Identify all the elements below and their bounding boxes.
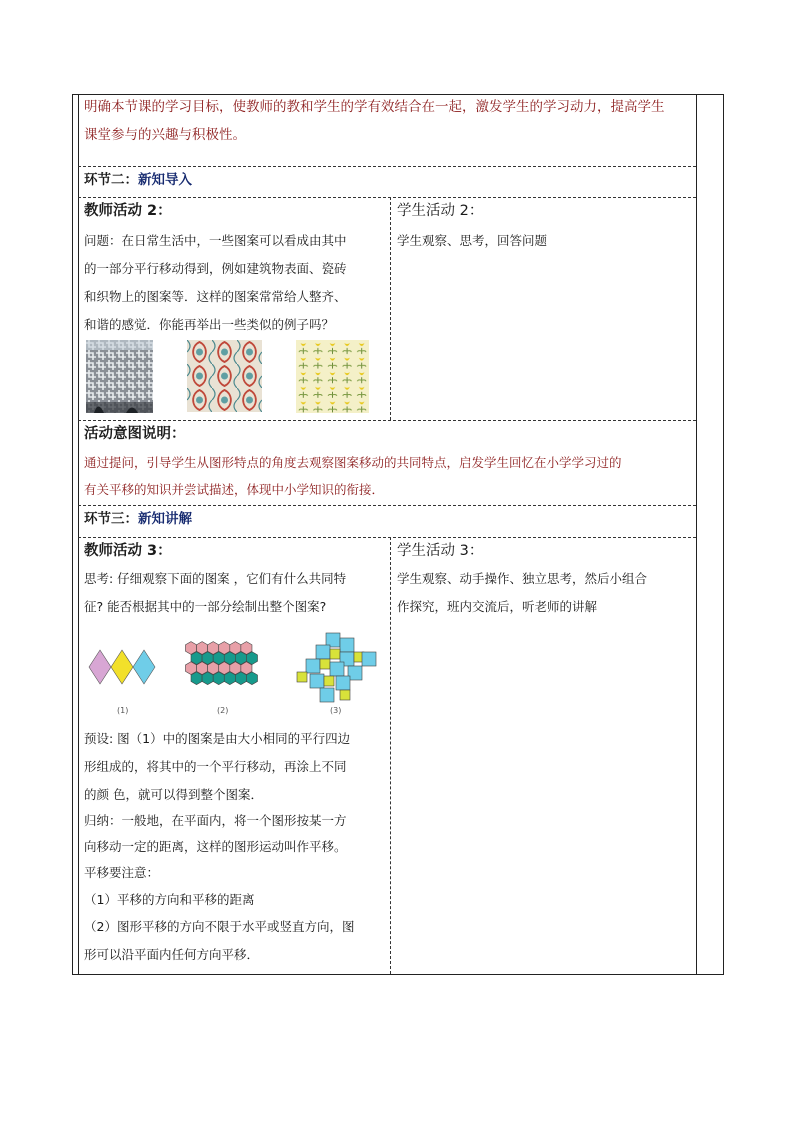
tulip-fabric-photo [296, 340, 369, 413]
square-pattern-figure [296, 632, 378, 704]
teacher-activity-3-body: 归纳：一般地，在平面内，将一个图形按某一方 [84, 813, 347, 828]
figure-caption-2: (2) [217, 706, 229, 715]
section-2-header [84, 167, 192, 194]
woven-tile-photo [86, 340, 153, 413]
inner-left-border [78, 94, 79, 974]
hexagon-tile [202, 672, 213, 685]
student-activity-3-line: 学生观察、动手操作、独立思考，然后小组合 [397, 571, 648, 586]
teacher-activity-3-line: 思考: 仔细观察下面的图案 ，它们有什么共同特 [84, 571, 347, 586]
teacher-activity-2-line: 和织物上的图案等．这样的图案常常给人整齐、 [84, 289, 347, 304]
teacher-activity-2-line: 的一部分平行移动得到，例如建筑物表面、瓷砖 [84, 261, 347, 276]
hexagon-tile [235, 672, 246, 685]
student-activity-3-heading: 学生活动 3： [397, 543, 484, 559]
outer-right-border [723, 94, 724, 974]
teacher-activity-2-heading: 教师活动 2： [84, 203, 172, 219]
column-divider [390, 197, 391, 420]
figure-caption-1: (1) [117, 706, 129, 715]
inner-right-border [696, 94, 697, 974]
teacher-activity-3-body: 平移要注意： [84, 865, 160, 880]
ornamental-tile-photo [187, 340, 262, 412]
teacher-activity-3-body: 形可以沿平面内任何方向平移． [84, 947, 260, 962]
intent-heading: 活动意图说明： [84, 426, 186, 442]
rhombus-pattern-figure [88, 648, 158, 686]
teacher-activity-3-body: 向移动一定的距离，这样的图形运动叫作平移。 [84, 839, 347, 854]
teacher-activity-2-line: 问题：在日常生活中，一些图案可以看成由其中 [84, 233, 347, 248]
outer-left-border [72, 94, 73, 974]
teacher-activity-3-body: （1）平移的方向和平移的距离 [84, 892, 255, 907]
hexagon-tile [224, 672, 235, 685]
column-divider [390, 537, 391, 974]
section-3-title: 新知讲解 [138, 511, 192, 527]
student-activity-3-line: 作探究，班内交流后，听老师的讲解 [397, 599, 598, 614]
intent-line: 通过提问，引导学生从图形特点的角度去观察图案移动的共同特点，启发学生回忆在小学学习过的 [84, 455, 622, 470]
section-2-title: 新知导入 [138, 172, 192, 188]
section-2-prefix: 环节二： [84, 172, 138, 188]
section-3-header [84, 506, 192, 533]
teacher-activity-3-body: 预设: 图（1）中的图案是由大小相同的平行四边 [84, 731, 351, 746]
teacher-activity-3-heading: 教师活动 3： [84, 543, 172, 559]
teacher-activity-2-line: 和谐的感觉．你能再举出一些类似的例子吗？ [84, 317, 335, 332]
hexagon-tile [213, 672, 224, 685]
intent-line: 有关平移的知识并尝试描述，体现中小学知识的衔接． [84, 482, 385, 497]
student-activity-2-heading: 学生活动 2： [397, 203, 484, 219]
teacher-activity-3-line: 征? 能否根据其中的一部分绘制出整个图案? [84, 599, 327, 614]
intro-line: 明确本节课的学习目标，使教师的教和学生的学有效结合在一起，激发学生的学习动力，提高学生 [84, 99, 665, 115]
teacher-activity-3-body: 的颜 色，就可以得到整个图案． [84, 787, 263, 802]
teacher-activity-3-body: （2）图形平移的方向不限于水平或竖直方向，图 [84, 919, 355, 934]
teacher-activity-3-body: 形组成的，将其中的一个平行移动，再涂上不同 [84, 759, 347, 774]
hexagon-pattern-figure [184, 640, 264, 696]
intro-line: 课堂参与的兴趣与积极性。 [84, 127, 246, 143]
figure-caption-3: (3) [330, 706, 342, 715]
hexagon-tile [246, 672, 257, 685]
section-3-prefix: 环节三： [84, 511, 138, 527]
hexagon-tile [191, 672, 202, 685]
student-activity-2-text: 学生观察、思考，回答问题 [397, 233, 548, 248]
bottom-rule [72, 974, 724, 975]
